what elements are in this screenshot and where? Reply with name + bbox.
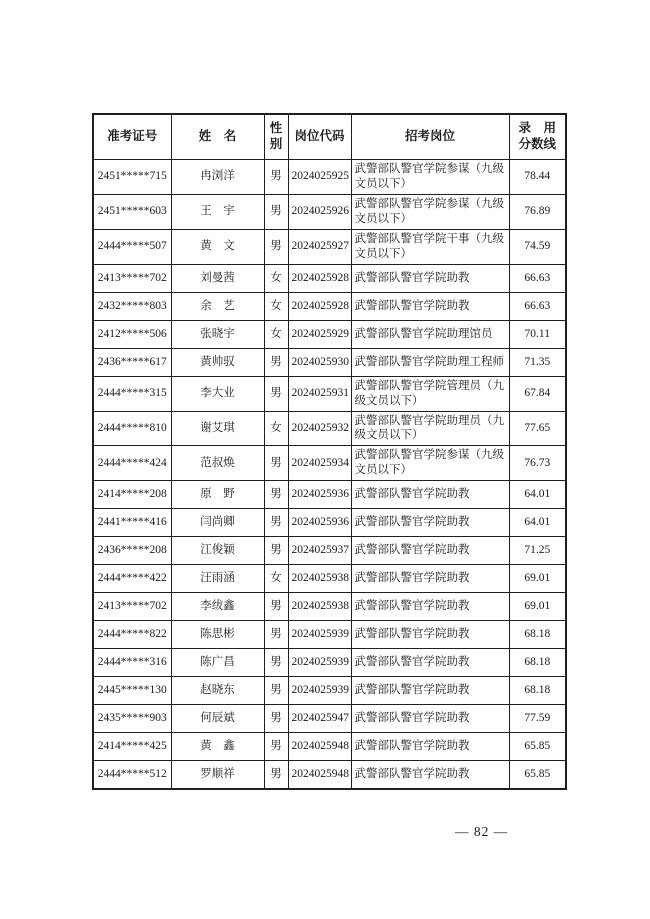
header-label: 岗位代码 — [294, 129, 345, 144]
cell-score: 64.01 — [509, 481, 566, 509]
cell-position: 武警部队警官学院助理工程师 — [351, 348, 509, 376]
cell-score: 69.01 — [509, 565, 566, 593]
cell-position-code: 2024025939 — [288, 649, 351, 677]
cell-name: 谢艾琪 — [171, 411, 264, 446]
table-row — [93, 481, 566, 509]
cell-score: 68.18 — [509, 677, 566, 705]
cell-position-code: 2024025936 — [288, 509, 351, 537]
table-row — [93, 229, 566, 264]
cell-position-code: 2024025947 — [288, 705, 351, 733]
cell-gender: 男 — [264, 481, 288, 509]
cell-exam-id: 2435*****903 — [93, 705, 171, 733]
score-table-body — [93, 160, 566, 789]
cell-exam-id: 2444*****507 — [93, 229, 171, 264]
cell-position: 武警部队警官学院助教 — [351, 481, 509, 509]
cell-score: 69.01 — [509, 593, 566, 621]
cell-position: 武警部队警官学院助理员（九级文员以下） — [351, 411, 509, 446]
table-row — [93, 348, 566, 376]
cell-name: 刘曼茜 — [171, 264, 264, 292]
cell-position-code: 2024025929 — [288, 320, 351, 348]
table-row — [93, 761, 566, 789]
cell-exam-id: 2412*****506 — [93, 320, 171, 348]
header-position — [351, 114, 509, 160]
cell-score: 68.18 — [509, 649, 566, 677]
cell-position: 武警部队警官学院助教 — [351, 733, 509, 761]
table-row — [93, 705, 566, 733]
cell-exam-id: 2444*****822 — [93, 621, 171, 649]
cell-gender: 男 — [264, 593, 288, 621]
cell-gender: 女 — [264, 292, 288, 320]
cell-exam-id: 2414*****425 — [93, 733, 171, 761]
cell-exam-id: 2436*****208 — [93, 537, 171, 565]
header-label-line: 性 — [269, 121, 283, 136]
table-row — [93, 677, 566, 705]
cell-gender: 男 — [264, 446, 288, 481]
cell-name: 冉浏洋 — [171, 160, 264, 195]
cell-name: 赵晓东 — [171, 677, 264, 705]
cell-name: 陈广昌 — [171, 649, 264, 677]
cell-gender: 女 — [264, 565, 288, 593]
cell-gender: 男 — [264, 705, 288, 733]
header-label-line: 录 用 — [518, 121, 556, 136]
cell-name: 罗顺祥 — [171, 761, 264, 789]
cell-position: 武警部队警官学院助教 — [351, 677, 509, 705]
table-row — [93, 160, 566, 195]
cell-score: 65.85 — [509, 733, 566, 761]
table-row — [93, 565, 566, 593]
header-label: 姓 名 — [198, 129, 237, 144]
cell-gender: 男 — [264, 537, 288, 565]
cell-score: 71.25 — [509, 537, 566, 565]
cell-score: 76.89 — [509, 194, 566, 229]
cell-position-code: 2024025934 — [288, 446, 351, 481]
cell-position-code: 2024025932 — [288, 411, 351, 446]
cell-position: 武警部队警官学院助教 — [351, 621, 509, 649]
cell-score: 66.63 — [509, 264, 566, 292]
cell-position: 武警部队警官学院参谋（九级文员以下） — [351, 446, 509, 481]
cell-position-code: 2024025938 — [288, 593, 351, 621]
header-label-line: 分数线 — [518, 137, 556, 151]
table-row — [93, 593, 566, 621]
cell-name: 李大业 — [171, 376, 264, 411]
cell-position-code: 2024025937 — [288, 537, 351, 565]
cell-score: 74.59 — [509, 229, 566, 264]
cell-position: 武警部队警官学院助教 — [351, 264, 509, 292]
cell-position: 武警部队警官学院助教 — [351, 537, 509, 565]
cell-gender: 女 — [264, 264, 288, 292]
cell-exam-id: 2413*****702 — [93, 593, 171, 621]
table-row — [93, 411, 566, 446]
header-label-line: 别 — [269, 137, 283, 151]
cell-name: 范叔焕 — [171, 446, 264, 481]
cell-position: 武警部队警官学院助理馆员 — [351, 320, 509, 348]
cell-position: 武警部队警官学院管理员（九级文员以下） — [351, 376, 509, 411]
cell-position-code: 2024025930 — [288, 348, 351, 376]
cell-exam-id: 2451*****715 — [93, 160, 171, 195]
table-row — [93, 649, 566, 677]
score-table-header — [93, 114, 566, 160]
cell-exam-id: 2444*****810 — [93, 411, 171, 446]
cell-score: 70.11 — [509, 320, 566, 348]
cell-exam-id: 2444*****315 — [93, 376, 171, 411]
cell-position: 武警部队警官学院助教 — [351, 292, 509, 320]
cell-name: 江俊颖 — [171, 537, 264, 565]
table-row — [93, 264, 566, 292]
cell-position: 武警部队警官学院助教 — [351, 761, 509, 789]
cell-score: 68.18 — [509, 621, 566, 649]
cell-gender: 男 — [264, 509, 288, 537]
table-row — [93, 733, 566, 761]
cell-name: 余 艺 — [171, 292, 264, 320]
cell-exam-id: 2444*****512 — [93, 761, 171, 789]
cell-position-code: 2024025927 — [288, 229, 351, 264]
cell-name: 王 宇 — [171, 194, 264, 229]
cell-gender: 男 — [264, 160, 288, 195]
header-name — [171, 114, 264, 160]
score-table — [92, 113, 567, 790]
cell-position-code: 2024025928 — [288, 292, 351, 320]
cell-score: 77.59 — [509, 705, 566, 733]
cell-gender: 男 — [264, 733, 288, 761]
cell-position: 武警部队警官学院助教 — [351, 705, 509, 733]
cell-position: 武警部队警官学院助教 — [351, 649, 509, 677]
cell-gender: 男 — [264, 649, 288, 677]
cell-score: 64.01 — [509, 509, 566, 537]
header-label: 准考证号 — [107, 129, 158, 144]
cell-gender: 男 — [264, 376, 288, 411]
cell-name: 陈思彬 — [171, 621, 264, 649]
cell-exam-id: 2451*****603 — [93, 194, 171, 229]
cell-position-code: 2024025939 — [288, 677, 351, 705]
cell-gender: 女 — [264, 411, 288, 446]
cell-name: 张晓宇 — [171, 320, 264, 348]
cell-gender: 男 — [264, 229, 288, 264]
cell-position-code: 2024025939 — [288, 621, 351, 649]
cell-score: 71.35 — [509, 348, 566, 376]
cell-position: 武警部队警官学院干事（九级文员以下） — [351, 229, 509, 264]
cell-position: 武警部队警官学院参谋（九级文员以下） — [351, 194, 509, 229]
cell-gender: 女 — [264, 320, 288, 348]
cell-exam-id: 2444*****316 — [93, 649, 171, 677]
table-row — [93, 194, 566, 229]
header-label: 招考岗位 — [404, 129, 455, 144]
cell-gender: 男 — [264, 348, 288, 376]
table-row — [93, 320, 566, 348]
cell-gender: 男 — [264, 621, 288, 649]
cell-position: 武警部队警官学院助教 — [351, 565, 509, 593]
cell-exam-id: 2444*****424 — [93, 446, 171, 481]
cell-gender: 男 — [264, 677, 288, 705]
cell-position-code: 2024025938 — [288, 565, 351, 593]
cell-name: 汪雨涵 — [171, 565, 264, 593]
cell-position-code: 2024025948 — [288, 733, 351, 761]
cell-position-code: 2024025936 — [288, 481, 351, 509]
table-row — [93, 446, 566, 481]
cell-exam-id: 2414*****208 — [93, 481, 171, 509]
cell-name: 李绂鑫 — [171, 593, 264, 621]
cell-name: 黄 文 — [171, 229, 264, 264]
cell-name: 闫尚卿 — [171, 509, 264, 537]
header-exam-id — [93, 114, 171, 160]
cell-exam-id: 2441*****416 — [93, 509, 171, 537]
header-row — [93, 114, 566, 160]
cell-score: 67.84 — [509, 376, 566, 411]
cell-exam-id: 2444*****422 — [93, 565, 171, 593]
cell-exam-id: 2436*****617 — [93, 348, 171, 376]
cell-exam-id: 2445*****130 — [93, 677, 171, 705]
cell-position-code: 2024025948 — [288, 761, 351, 789]
cell-gender: 男 — [264, 761, 288, 789]
cell-score: 65.85 — [509, 761, 566, 789]
cell-position-code: 2024025928 — [288, 264, 351, 292]
cell-name: 何辰斌 — [171, 705, 264, 733]
header-score-line — [509, 114, 566, 160]
cell-score: 76.73 — [509, 446, 566, 481]
header-gender — [264, 114, 288, 160]
cell-position-code: 2024025926 — [288, 194, 351, 229]
table-row — [93, 537, 566, 565]
cell-exam-id: 2432*****803 — [93, 292, 171, 320]
cell-position: 武警部队警官学院助教 — [351, 593, 509, 621]
cell-exam-id: 2413*****702 — [93, 264, 171, 292]
cell-position-code: 2024025925 — [288, 160, 351, 195]
cell-name: 黄帅驭 — [171, 348, 264, 376]
cell-position-code: 2024025931 — [288, 376, 351, 411]
cell-name: 黄 鑫 — [171, 733, 264, 761]
cell-score: 78.44 — [509, 160, 566, 195]
table-row — [93, 292, 566, 320]
cell-position: 武警部队警官学院参谋（九级文员以下） — [351, 160, 509, 195]
page-number: — 82 — — [455, 824, 509, 839]
table-row — [93, 621, 566, 649]
table-row — [93, 509, 566, 537]
cell-score: 77.65 — [509, 411, 566, 446]
table-row — [93, 376, 566, 411]
cell-position: 武警部队警官学院助教 — [351, 509, 509, 537]
cell-name: 原 野 — [171, 481, 264, 509]
header-position-code — [288, 114, 351, 160]
cell-gender: 男 — [264, 194, 288, 229]
cell-score: 66.63 — [509, 292, 566, 320]
